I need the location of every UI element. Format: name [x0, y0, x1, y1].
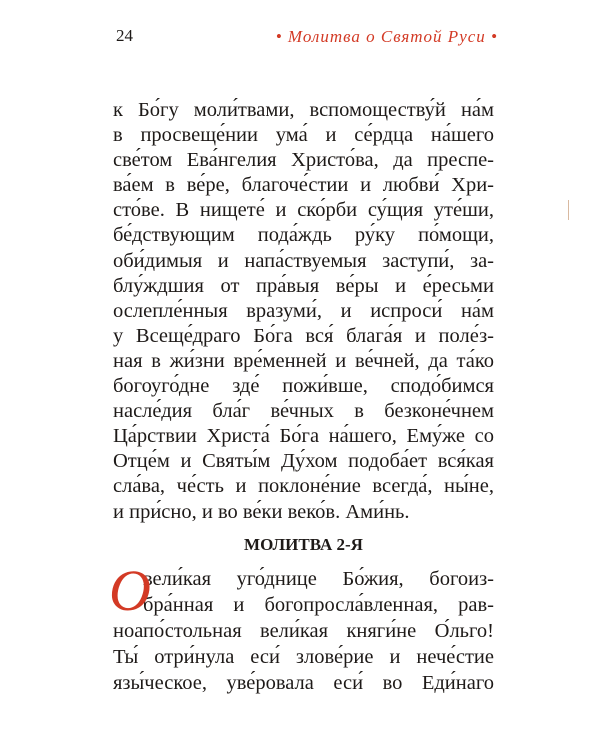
text-line: язы́ческое, уве́ровала еси́ во Еди́наго: [113, 672, 494, 694]
text-line: богоуго́дне зде́ пожи́вше, сподо́бимся: [113, 375, 494, 398]
text-line: и при́сно, и во ве́ки веко́в. Ами́нь.: [113, 500, 410, 523]
text-line: Ты́ отри́нула еси́ злове́рие и нече́стие: [113, 646, 494, 668]
text-line: к Бо́гу моли́твами, вспомоществу́й на́м: [113, 99, 494, 121]
text-line: Ца́рствии Христа́ Бо́га на́шего, Ему́же со: [113, 425, 494, 448]
text-line: ослепле́нныя вразуми́, и испроси́ на́м: [113, 299, 494, 322]
section-heading: МОЛИТВА 2-Я: [244, 535, 363, 554]
page-number: 24: [116, 26, 133, 45]
running-title: • Молитва о Святой Руси •: [275, 27, 498, 46]
prayer-paragraph-1: [113, 98, 494, 525]
drop-cap: О: [109, 558, 151, 623]
page-edge-mark: [568, 200, 569, 220]
text-line: сто́ве. В нищете́ и ско́рби су́щия уте́ши,: [113, 199, 494, 222]
text-line: бе́дствующим пода́ждь ру́ку по́мощи,: [113, 224, 494, 247]
text-line: ная в жи́зни вре́менней и ве́чней, да та́ко: [113, 349, 494, 372]
text-line: в просвеще́нии ума́ и се́рдца на́шего: [113, 124, 494, 147]
text-line: оби́димыя и напа́ствуемыя заступи́, за-: [113, 249, 494, 272]
text-line: у Всеще́драго Бо́га вся́ блага́я и поле́з-: [113, 324, 494, 347]
prayer-paragraph-2: [109, 558, 494, 696]
text-line: блу́ждшия от пра́выя ве́ры и е́ресьми: [113, 274, 494, 297]
text-line: бра́нная и богопросла́вленная, рав-: [143, 594, 494, 616]
text-line: вели́кая уго́днице Бо́жия, богоиз-: [143, 568, 494, 590]
text-line: ноапо́стольная вели́кая княги́не О́льго!: [113, 620, 494, 642]
text-line: ва́ем в ве́ре, благоче́стии и любви́ Хри-: [113, 174, 494, 197]
text-line: насле́дия бла́г ве́чных в безконе́чнем: [113, 400, 494, 423]
text-line: Отце́м и Святы́м Ду́хом подоба́ет вся́кая: [113, 450, 494, 473]
text-line: сла́ва, че́сть и поклоне́ние всегда́, ны́не,: [113, 475, 494, 498]
text-line: све́том Ева́нгелия Христо́ва, да преспе-: [113, 149, 494, 172]
